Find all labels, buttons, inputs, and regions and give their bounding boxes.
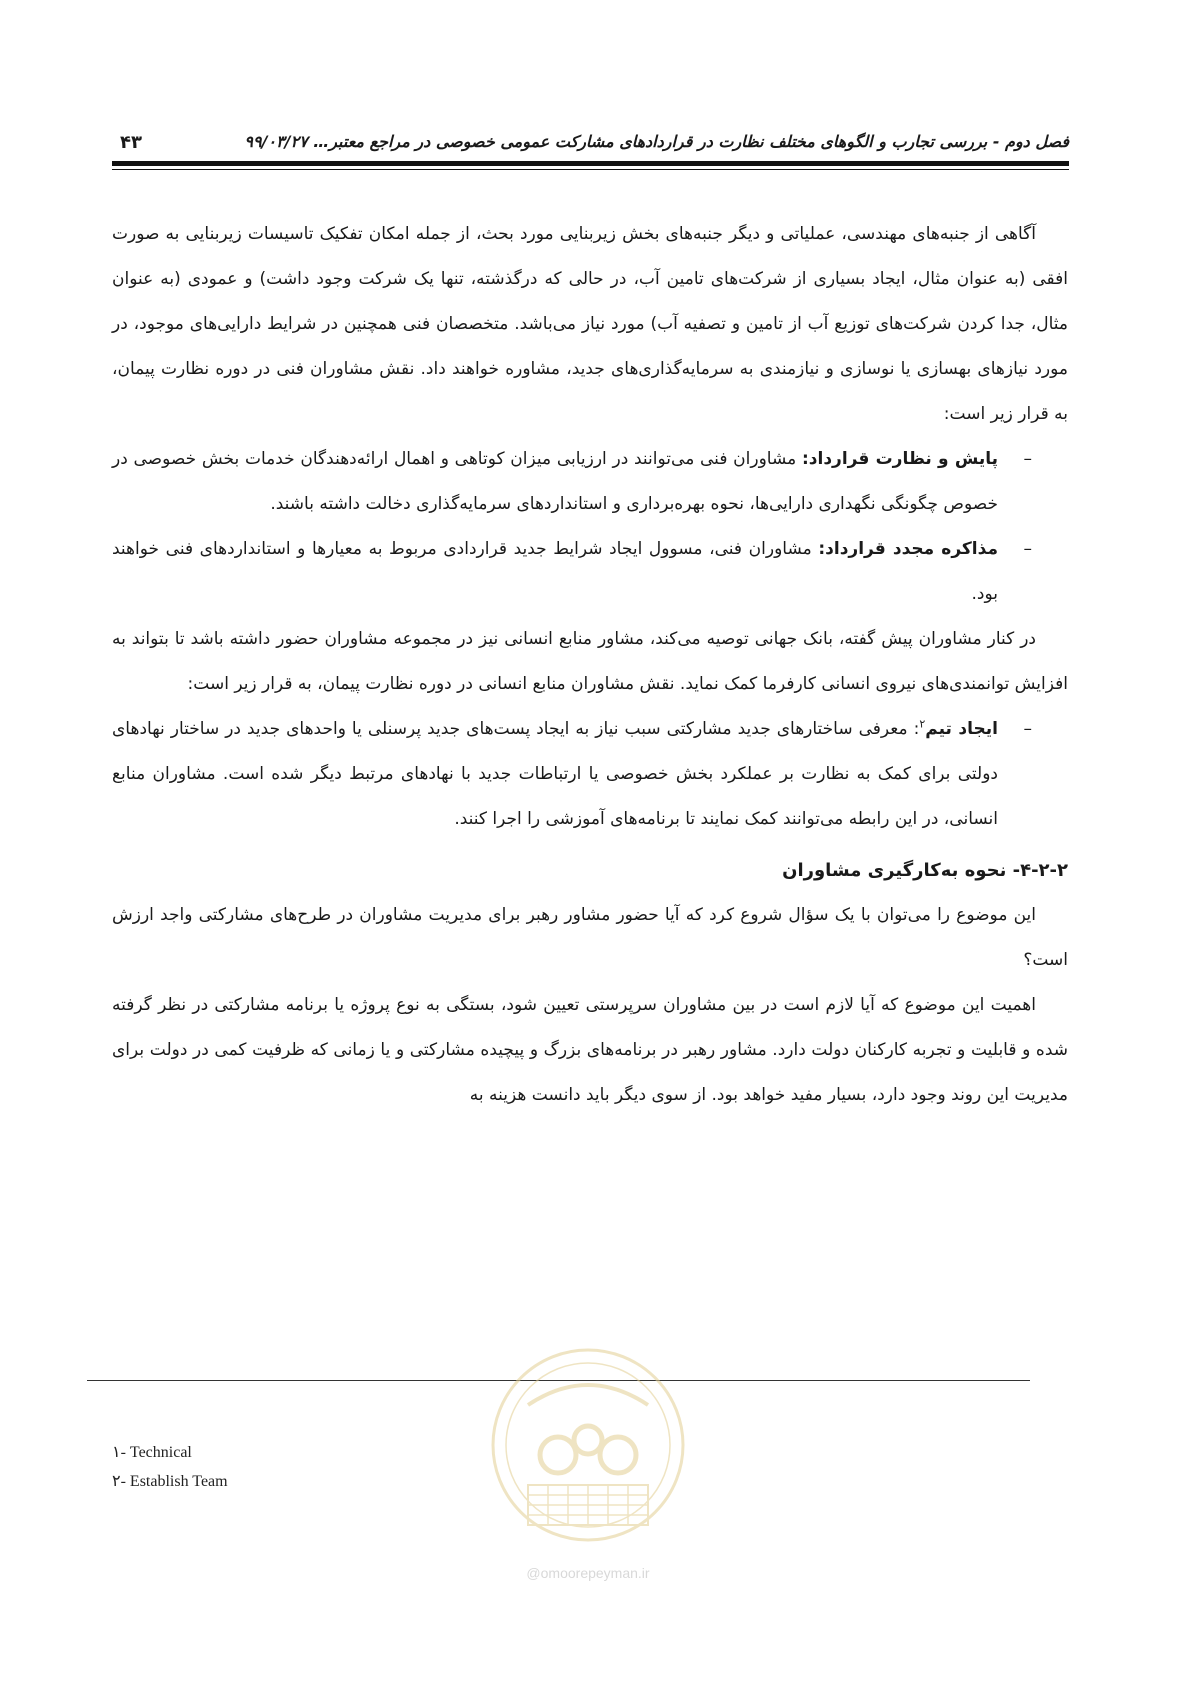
dash-marker: –	[1023, 449, 1032, 469]
bullet-label: مذاکره مجدد قرارداد:	[818, 539, 998, 559]
paragraph-lead-advisor-importance: اهمیت این موضوع که آیا لازم است در بین مشاوران سرپرستی تعیین شود، بستگی به نوع پروژه یا برنامه مشارکتی در نظر گرفته شده و قابلیت و تجربه کارکنان دولت دارد. مشاور رهبر در برنامه‌های بزرگ و پیچیده مشارکتی و یا زمانی که ظرفیت کمی در دولت برای مدیریت این روند وجود دارد، بسیار مفید خواهد بود. از سوی دیگر باید دانست هزینه به	[112, 995, 1068, 1105]
watermark-logo-icon	[488, 1335, 688, 1560]
footnote-1: ۱- Technical	[112, 1444, 192, 1461]
main-text	[112, 212, 1068, 1118]
bullet-text: : معرفی ساختارهای جدید مشارکتی سبب نیاز به ایجاد پست‌های جدید پرسنلی یا واحدهای جدید در ساختار نهادهای دولتی برای کمک به نظارت بر عملکرد بخش خصوصی یا ارتباطات جدید با نهادهای مرتبط دیگر شده است. مشاوران منابع انسانی، در این رابطه می‌توانند کمک نمایند تا برنامه‌های آموزشی را اجرا کنند.	[112, 719, 998, 829]
header-rule-thick	[112, 161, 1069, 166]
page-number: ۴۳	[120, 132, 142, 153]
bullet-contract-renegotiation	[112, 527, 1068, 617]
section-heading: ۴-۲-۲- نحوه به‌کارگیری مشاوران	[782, 860, 1068, 881]
bullet-contract-monitoring	[112, 437, 1068, 527]
chapter-title: فصل دوم - بررسی تجارب و الگوهای مختلف نظارت در قراردادهای مشارکت عمومی خصوصی در مراجع معتبر… ۹۹/۰۳/۲۷	[244, 132, 1069, 151]
footnotes	[112, 1438, 228, 1496]
dash-marker: –	[1023, 539, 1032, 559]
bullet-label: پایش و نظارت قرارداد:	[801, 449, 999, 469]
watermark-text: @omoorepeyman.ir	[526, 1565, 650, 1581]
bullet-label: ایجاد تیم	[925, 719, 998, 739]
header-rule-thin	[112, 169, 1069, 170]
watermark	[488, 1335, 688, 1595]
paragraph-technical-advisors: آگاهی از جنبه‌های مهندسی، عملیاتی و دیگر جنبه‌های بخش زیربنایی مورد بحث، از جمله امکان تفکیک تاسیسات زیربنایی به صورت افقی (به عنوان مثال، ایجاد بسیاری از شرکت‌های تامین آب، در حالی که درگذشته، تنها یک شرکت وجود داشت) و عمودی (به عنوان مثال، جدا کردن شرکت‌های توزیع آب از تامین و تصفیه آب) مورد نیاز می‌باشد. متخصصان فنی همچنین در شرایط دارایی‌های موجود، در مورد نیازهای بهسازی یا نوسازی و نیازمندی به سرمایه‌گذاری‌های جدید، مشاوره خواهند داد. نقش مشاوران فنی در دوره نظارت پیمان، به قرار زیر است:	[112, 224, 1068, 424]
bullet-text: مشاوران فنی می‌توانند در ارزیابی میزان کوتاهی و اهمال ارائه‌دهندگان خدمات بخش خصوصی در خصوص چگونگی نگهداری دارایی‌ها، نحوه بهره‌برداری و استانداردهای سرمایه‌گذاری دخالت داشته باشند.	[112, 449, 998, 514]
paragraph-hr-advisors: در کنار مشاوران پیش گفته، بانک جهانی توصیه می‌کند، مشاور منابع انسانی نیز در مجموعه مشاوران حضور داشته باشد تا بتواند به افزایش توانمندی‌های نیروی انسانی کارفرما کمک نماید. نقش مشاوران منابع انسانی در دوره نظارت پیمان، به قرار زیر است:	[112, 629, 1068, 694]
dash-marker: –	[1023, 719, 1032, 739]
bullet-text: مشاوران فنی، مسوول ایجاد شرایط جدید قراردادی مربوط به معیارها و استانداردهای فنی خواهند بود.	[112, 539, 998, 604]
footnote-ref: ۲	[919, 717, 926, 731]
paragraph-lead-advisor-question: این موضوع را می‌توان با یک سؤال شروع کرد که آیا حضور مشاور رهبر برای مدیریت مشاوران در طرح‌های مشارکتی واجد ارزش است؟	[112, 905, 1068, 970]
page-header	[112, 124, 1069, 164]
footnote-2: ۲- Establish Team	[112, 1473, 228, 1490]
bullet-team-building	[112, 707, 1068, 842]
